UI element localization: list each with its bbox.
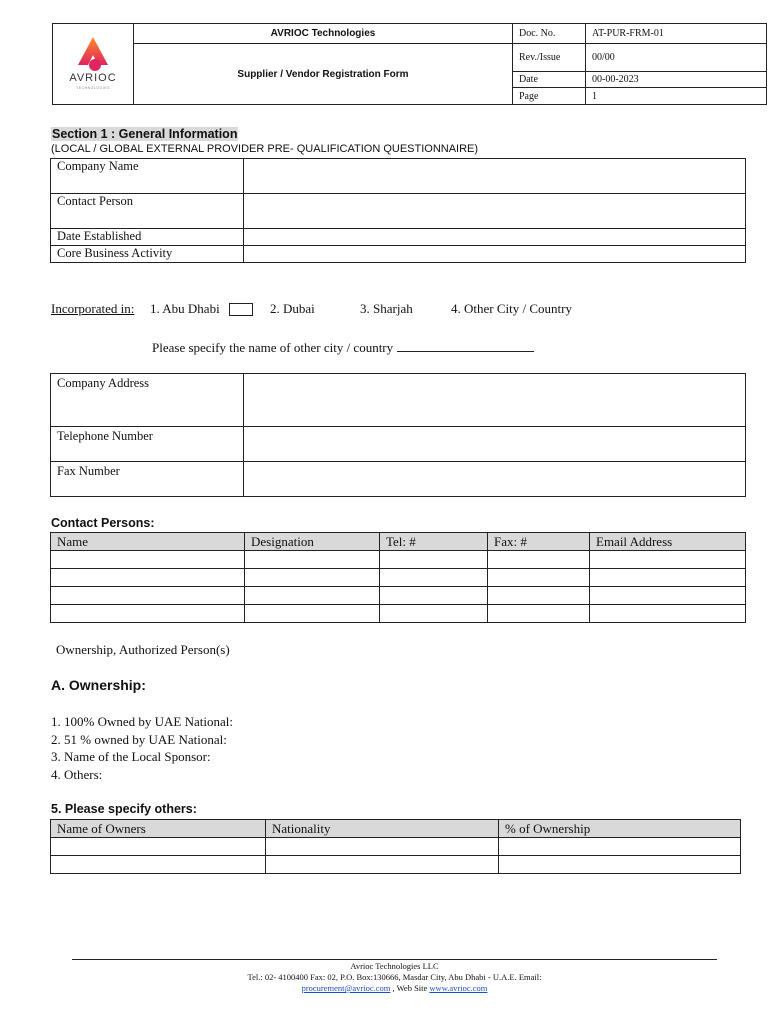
core-business-field[interactable] (244, 246, 746, 263)
list-item: 4. Others: (51, 766, 103, 782)
page-value: 1 (586, 88, 767, 105)
table-cell[interactable] (488, 551, 590, 569)
email-link[interactable]: procurement@avrioc.com (301, 983, 391, 993)
rev-value: 00/00 (586, 44, 767, 72)
ownership-list (51, 713, 233, 783)
option-other: 4. Other City / Country (451, 301, 572, 316)
company-address-field[interactable] (244, 374, 746, 427)
table-cell[interactable] (590, 605, 746, 623)
list-item: 3. Name of the Local Sponsor: (51, 749, 211, 764)
table-cell[interactable] (51, 551, 245, 569)
table-cell[interactable] (380, 587, 488, 605)
col-tel: Tel: # (380, 533, 488, 551)
ownership-heading: A. Ownership: (51, 677, 146, 693)
section1-subtitle: (LOCAL / GLOBAL EXTERNAL PROVIDER PRE- QUALIFICATION QUESTIONNAIRE) (51, 143, 479, 155)
contact-person-field[interactable] (244, 194, 746, 229)
table-cell[interactable] (488, 587, 590, 605)
page-label: Page (513, 88, 586, 105)
company-name-field[interactable] (244, 159, 746, 194)
date-established-field[interactable] (244, 229, 746, 246)
contact-person-label: Contact Person (51, 194, 244, 229)
table-cell[interactable] (380, 569, 488, 587)
date-established-label: Date Established (51, 229, 244, 246)
core-business-label: Core Business Activity (51, 246, 244, 263)
table-cell[interactable] (51, 838, 266, 856)
general-info-table (50, 158, 746, 263)
date-label: Date (513, 71, 586, 88)
avrioc-logo-icon (58, 33, 128, 93)
table-cell[interactable] (590, 551, 746, 569)
table-row (51, 587, 746, 605)
owners-table (50, 819, 741, 874)
company-name-label: Company Name (51, 159, 244, 194)
page-footer (72, 961, 717, 994)
footer-web-label: , Web Site (390, 983, 430, 993)
doc-no-label: Doc. No. (513, 24, 586, 44)
table-row (51, 605, 746, 623)
table-cell[interactable] (590, 569, 746, 587)
svg-text:TECHNOLOGIES: TECHNOLOGIES (76, 85, 110, 90)
ownership-intro: Ownership, Authorized Person(s) (56, 642, 230, 657)
fax-field[interactable] (244, 462, 746, 497)
footer-divider (72, 959, 717, 960)
website-link[interactable]: www.avrioc.com (429, 983, 488, 993)
incorporated-row (51, 301, 651, 319)
contact-persons-table (50, 532, 746, 623)
option-dubai: 2. Dubai (270, 301, 315, 316)
table-cell[interactable] (488, 569, 590, 587)
option-sharjah: 3. Sharjah (360, 301, 413, 316)
specify-other-blank[interactable] (397, 339, 534, 352)
list-item: 2. 51 % owned by UAE National: (51, 731, 227, 747)
option-abu-dhabi: 1. Abu Dhabi (150, 301, 220, 316)
table-cell[interactable] (380, 605, 488, 623)
table-cell[interactable] (488, 605, 590, 623)
footer-company: Avrioc Technologies LLC (350, 961, 439, 971)
date-value: 00-00-2023 (586, 71, 767, 88)
abu-dhabi-checkbox[interactable] (229, 303, 253, 316)
table-cell[interactable] (590, 587, 746, 605)
form-title: Supplier / Vendor Registration Form (134, 44, 513, 105)
table-cell[interactable] (245, 551, 380, 569)
company-address-label: Company Address (51, 374, 244, 427)
incorporated-label: Incorporated in: (51, 301, 135, 316)
specify-other-city (152, 339, 534, 356)
table-cell[interactable] (380, 551, 488, 569)
svg-text:AVRIOC: AVRIOC (69, 71, 117, 84)
table-cell[interactable] (51, 569, 245, 587)
col-fax: Fax: # (488, 533, 590, 551)
table-cell[interactable] (266, 856, 499, 874)
list-item: 1. 100% Owned by UAE National: (51, 714, 233, 729)
table-cell[interactable] (51, 605, 245, 623)
specify-others-title: 5. Please specify others: (51, 802, 197, 816)
footer-links (72, 983, 717, 994)
table-cell[interactable] (245, 587, 380, 605)
col-designation: Designation (245, 533, 380, 551)
logo-cell (53, 24, 134, 105)
company-name: AVRIOC Technologies (134, 24, 513, 44)
table-row (51, 551, 746, 569)
table-row (51, 838, 741, 856)
footer-contact: Tel.: 02- 4100400 Fax: 02, P.O. Box:130666, Masdar City, Abu Dhabi - U.A.E. Email: (247, 972, 542, 982)
table-cell[interactable] (499, 838, 741, 856)
specify-other-label: Please specify the name of other city / country (152, 340, 394, 355)
document-header (52, 23, 767, 105)
table-row (51, 856, 741, 874)
fax-label: Fax Number (51, 462, 244, 497)
col-ownership-pct: % of Ownership (499, 820, 741, 838)
section1-title: Section 1 : General Information (52, 127, 238, 141)
telephone-label: Telephone Number (51, 427, 244, 462)
table-cell[interactable] (245, 569, 380, 587)
table-cell[interactable] (266, 838, 499, 856)
col-owner-name: Name of Owners (51, 820, 266, 838)
col-name: Name (51, 533, 245, 551)
table-cell[interactable] (499, 856, 741, 874)
contact-persons-title: Contact Persons: (51, 516, 155, 530)
address-table (50, 373, 746, 497)
telephone-field[interactable] (244, 427, 746, 462)
table-cell[interactable] (51, 856, 266, 874)
doc-no-value: AT-PUR-FRM-01 (586, 24, 767, 44)
table-row (51, 569, 746, 587)
table-cell[interactable] (51, 587, 245, 605)
col-nationality: Nationality (266, 820, 499, 838)
rev-label: Rev./Issue (513, 44, 586, 72)
col-email: Email Address (590, 533, 746, 551)
table-cell[interactable] (245, 605, 380, 623)
